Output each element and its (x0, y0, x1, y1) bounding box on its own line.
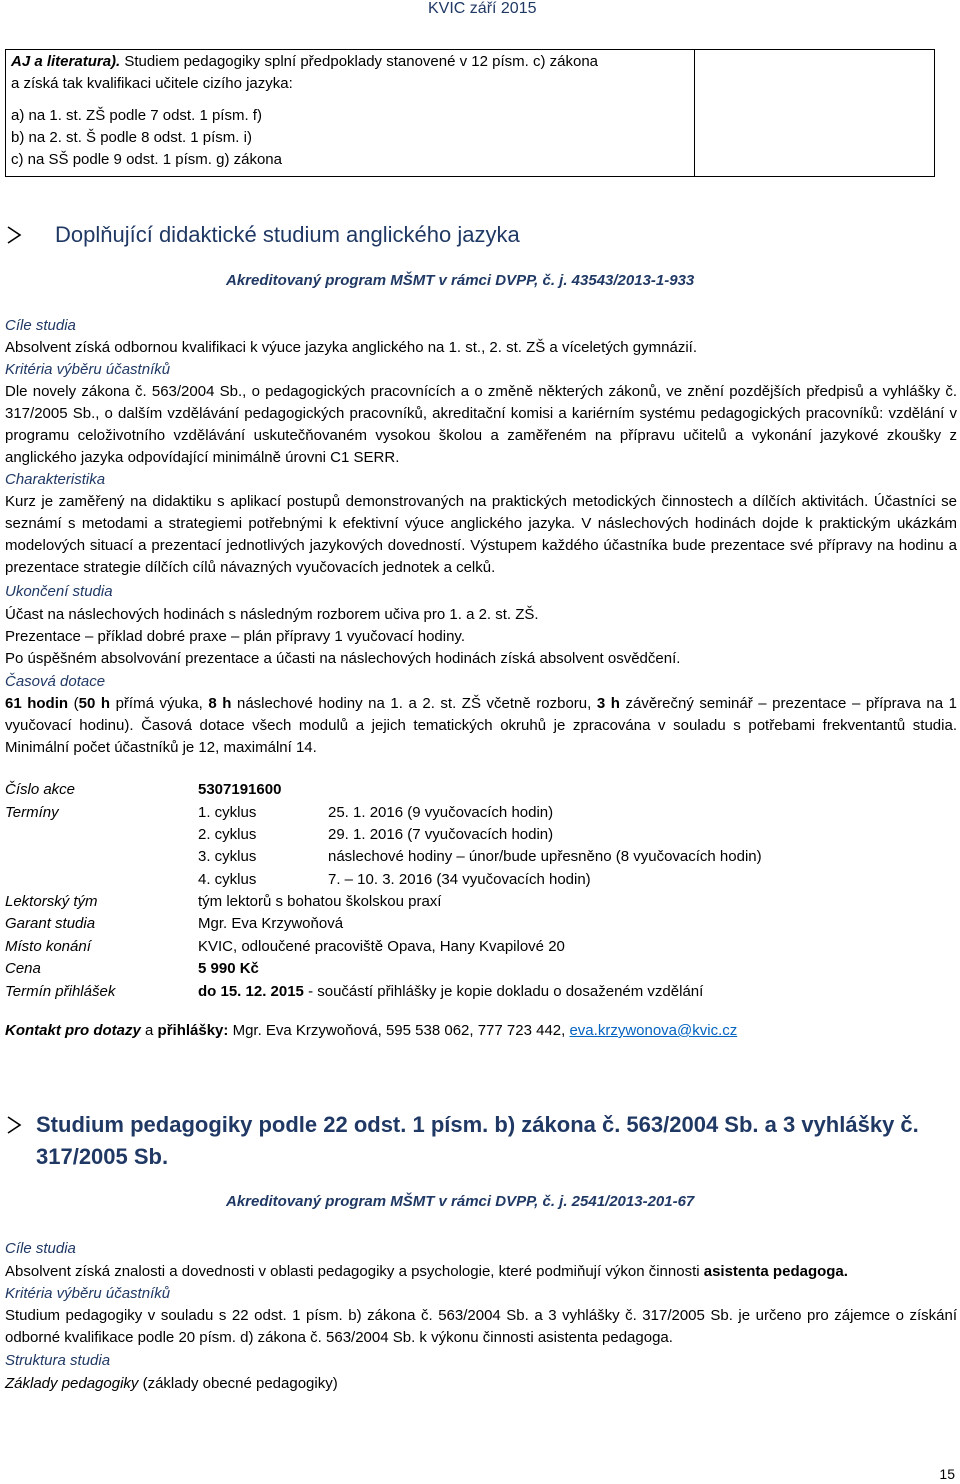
criteria-label: Kritéria výběru účastníků (5, 361, 171, 378)
box-item-c: c) na SŠ podle 9 odst. 1 písm. g) zákona (11, 151, 282, 168)
contact-bold-2: přihlášky: (157, 1022, 229, 1039)
time-label: Časová dotace (5, 673, 106, 690)
end-label: Ukončení studia (5, 583, 113, 600)
criteria-text: Dle novely zákona č. 563/2004 Sb., o pedagogických pracovnících a o změně některých zákonů, ve znění pozdějších předpisů a vyhlášky č. 317/2005 Sb., o dalším vzdělávání pedagogických pracovníků, akreditační komisi a kariérním systému pedagogických pracovníků: vzdělání v programu celoživotního vzdělávání uskutečňovaném vysokou školou a zaměřeném na přípravu učitelů a vykonání jazykové zkoušky z anglického jazyka odpovídající minimálně úrovni C1 SERR. (5, 383, 957, 466)
contact-text-2: Mgr. Eva Krzywoňová, 595 538 062, 777 723 442, (228, 1022, 570, 1039)
cycle-1-date: 25. 1. 2016 (9 vyučovacích hodin) (328, 804, 554, 821)
end-line-2: Prezentace – příklad dobré praxe – plán přípravy 1 vyučovací hodiny. (5, 628, 465, 645)
lector-label: Lektorský tým (5, 893, 98, 910)
box-line-1 (11, 52, 598, 72)
place-value: KVIC, odloučené pracoviště Opava, Hany Kvapilové 20 (198, 938, 565, 955)
deadline-label: Termín přihlášek (5, 983, 116, 1000)
section1-title: Doplňující didaktické studium anglického jazyka (55, 222, 520, 247)
page-number: 15 (939, 1466, 955, 1482)
time-bold-4: 3 h (596, 695, 620, 712)
deadline-date: do 15. 12. 2015 (198, 983, 304, 1000)
goals-label: Cíle studia (5, 317, 76, 334)
cycle-4-date: 7. – 10. 3. 2016 (34 vyučovacích hodin) (328, 871, 591, 888)
s2-structure-text (5, 1373, 338, 1395)
section1-accreditation: Akreditovaný program MŠMT v rámci DVPP, č. j. 43543/2013-1-933 (226, 272, 695, 289)
action-value: 5307191600 (198, 781, 282, 798)
s2-goals-bold: asistenta pedagoga. (703, 1263, 848, 1280)
box-text: Studiem pedagogiky splní předpoklady stanovené v 12 písm. c) zákona (120, 53, 598, 70)
deadline-note: - součástí přihlášky je kopie dokladu o dosaženém vzdělání (303, 983, 704, 1000)
page-header: KVIC září 2015 (428, 0, 537, 17)
guarantee-label: Garant studia (5, 915, 96, 932)
box-item-b: b) na 2. st. Š podle 8 odst. 1 písm. i) (11, 129, 252, 146)
time-text-4: závěrečný seminář – prezentace – příprava na 1 vyučovací hodinu). Časová dotace všech modulů a jejich tematických okruhů je zpracována v souladu s potřebami frekventantů studia. Minimální počet účastníků je 12, maximální 14. (5, 695, 957, 756)
section2-title-line-2: 317/2005 Sb. (36, 1144, 169, 1169)
contact-line (5, 1020, 737, 1042)
place-label: Místo konání (5, 938, 91, 955)
end-line-1: Účast na náslechových hodinách s následným rozborem učiva pro 1. a 2. st. ZŠ. (5, 606, 539, 623)
contact-email-link[interactable]: eva.krzywonova@kvic.cz (569, 1022, 738, 1039)
info-table (5, 49, 935, 177)
box-line-2: a získá tak kvalifikaci učitele cizího jazyka: (11, 75, 293, 92)
s2-structure-label: Struktura studia (5, 1352, 111, 1369)
table-cell (6, 50, 695, 176)
terms-label: Termíny (5, 804, 59, 821)
time-bold-1: 61 hodin (5, 695, 69, 712)
section2-title-line-1: Studium pedagogiky podle 22 odst. 1 písm. b) zákona č. 563/2004 Sb. a 3 vyhlášky č. (36, 1112, 919, 1137)
s2-criteria-text: Studium pedagogiky v souladu s 22 odst. 1 písm. b) zákona č. 563/2004 Sb. a 3 vyhlášky č. 317/2005 Sb. je určeno pro zájemce o získání odborné kvalifikace podle 20 písm. d) zákona č. 563/2004 Sb. k výkonu činnosti asistenta pedagoga. (5, 1307, 957, 1346)
contact-bold-1: Kontakt pro dotazy (5, 1022, 141, 1039)
s2-goals-plain: Absolvent získá znalosti a dovednosti v oblasti pedagogiky a psychologie, které podmiňují výkon činnosti (5, 1263, 704, 1280)
arrow-bullet-icon (6, 225, 22, 245)
cycle-4-name: 4. cyklus (198, 871, 257, 888)
time-text (5, 693, 957, 759)
s2-criteria-label: Kritéria výběru účastníků (5, 1285, 171, 1302)
deadline-value (198, 981, 703, 1003)
guarantee-value: Mgr. Eva Krzywoňová (198, 915, 344, 932)
time-text-3: náslechové hodiny na 1. a 2. st. ZŠ včetně rozboru, (231, 695, 597, 712)
s2-structure-rest: (základy obecné pedagogiky) (138, 1375, 338, 1392)
time-bold-3: 8 h (208, 695, 232, 712)
characteristics-label: Charakteristika (5, 471, 106, 488)
box-italic: AJ a literatura). (11, 53, 121, 70)
action-label: Číslo akce (5, 781, 76, 798)
characteristics-text: Kurz je zaměřený na didaktiku s aplikací postupů demonstrovaných na praktických metodických činnostech a dílčích aktivitách. Účastníci se seznámí s metodami a strategiemi potřebnými k efektivní výuce anglického jazyka. V náslechových hodinách dojde k praktickým ukázkám modelových situací a prezentací jednotlivých jazykových dovedností. Výstupem každého účastníka bude prezentace své přípravy na hodinu a prezentace strategie dílčích cílů návazných vyučovacích jednotek a celků. (5, 493, 957, 576)
cycle-1-name: 1. cyklus (198, 804, 257, 821)
contact-text-1: a (140, 1022, 158, 1039)
box-item-a: a) na 1. st. ZŠ podle 7 odst. 1 písm. f) (11, 107, 262, 124)
cycle-2-name: 2. cyklus (198, 826, 257, 843)
price-value: 5 990 Kč (198, 960, 259, 977)
arrow-bullet-icon (6, 1115, 22, 1135)
cycle-3-date: náslechové hodiny – únor/bude upřesněno (8 vyučovacích hodin) (328, 848, 762, 865)
section2-accreditation: Akreditovaný program MŠMT v rámci DVPP, č. j. 2541/2013-201-67 (226, 1193, 695, 1210)
time-bold-2: 50 h (78, 695, 111, 712)
time-text-1: ( (68, 695, 79, 712)
time-text-2: přímá výuka, (110, 695, 209, 712)
end-line-3: Po úspěšném absolvování prezentace a účasti na náslechových hodinách získá absolvent osvědčení. (5, 650, 681, 667)
goals-text: Absolvent získá odbornou kvalifikaci k výuce jazyka anglického na 1. st., 2. st. ZŠ a víceletých gymnázií. (5, 339, 697, 356)
price-label: Cena (5, 960, 41, 977)
s2-goals-label: Cíle studia (5, 1240, 76, 1257)
cycle-3-name: 3. cyklus (198, 848, 257, 865)
lector-value: tým lektorů s bohatou školskou praxí (198, 893, 442, 910)
s2-structure-italic: Základy pedagogiky (5, 1375, 139, 1392)
s2-goals-text (5, 1261, 848, 1283)
cycle-2-date: 29. 1. 2016 (7 vyučovacích hodin) (328, 826, 554, 843)
